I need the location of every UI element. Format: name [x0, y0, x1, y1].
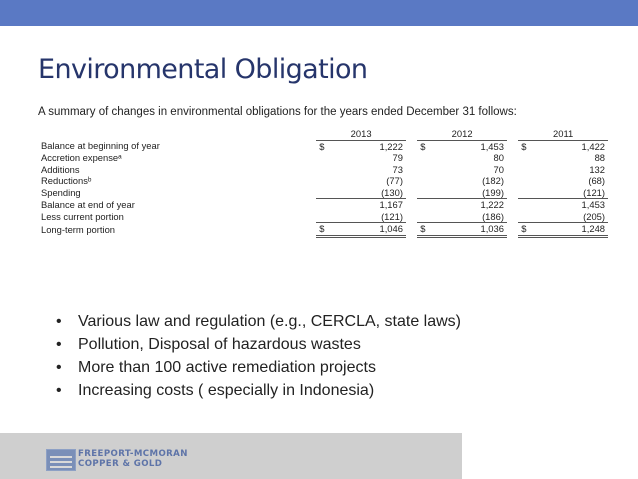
bullet-dot: • [56, 359, 62, 376]
table-header-row [38, 128, 608, 140]
cell-value: (121) [332, 211, 406, 223]
obligations-table [38, 128, 608, 238]
bullet-text: Pollution, Disposal of hazardous wastes [78, 336, 361, 353]
top-accent-bar [0, 0, 638, 26]
cell-value: 1,453 [581, 199, 605, 210]
cell-value: 88 [594, 152, 605, 163]
bullet-text: Increasing costs ( especially in Indonesia) [78, 382, 375, 399]
cell-value: (199) [433, 187, 507, 199]
cell-value: 70 [493, 163, 504, 175]
table-row [38, 187, 608, 199]
year-header: 2012 [417, 128, 507, 140]
cell-value: (186) [433, 211, 507, 223]
row-label: Less current portion [41, 210, 124, 222]
currency-symbol: $ [319, 140, 325, 152]
bullet-list [56, 310, 461, 402]
table-row [38, 211, 608, 223]
cell-value: 1,453 [480, 140, 504, 152]
bullet-dot: • [56, 313, 62, 330]
bullet-item [56, 379, 461, 402]
bullet-text: More than 100 active remediation projects [78, 359, 376, 376]
cell-value: (182) [482, 175, 504, 186]
logo-line-2: COPPER & GOLD [78, 459, 163, 469]
cell-value: 1,248 [534, 223, 608, 237]
year-header: 2013 [316, 128, 406, 140]
table-row [38, 152, 608, 164]
year-header: 2011 [518, 128, 608, 140]
currency-symbol: $ [316, 223, 331, 237]
cell-value: 80 [493, 152, 504, 163]
cell-value: 1,167 [379, 199, 403, 210]
cell-value: 1,046 [332, 223, 406, 237]
cell-value: 1,222 [379, 140, 403, 152]
cell-value: (130) [332, 187, 406, 199]
row-label: Long-term portion [41, 223, 115, 235]
currency-symbol: $ [518, 223, 533, 237]
row-label: Additions [41, 163, 80, 175]
bullet-item [56, 310, 461, 333]
currency-symbol: $ [417, 223, 432, 237]
row-label: Accretion expenseᵃ [41, 152, 122, 163]
table-intro-text: A summary of changes in environmental obligations for the years ended December 31 follows: [38, 106, 517, 118]
header-spacer [38, 128, 316, 140]
currency-symbol: $ [420, 140, 426, 152]
company-logo [46, 449, 196, 471]
cell-value: 1,036 [433, 223, 507, 237]
logo-text [78, 449, 188, 469]
cell-value: 1,222 [480, 199, 504, 210]
bullet-item [56, 333, 461, 356]
table-row [38, 223, 608, 237]
table-row [38, 199, 608, 211]
cell-value: (68) [588, 175, 605, 186]
cell-value: (77) [386, 175, 403, 186]
logo-mark-icon [46, 449, 76, 471]
bullet-dot: • [56, 336, 62, 353]
cell-value: 73 [392, 163, 403, 175]
cell-value: (205) [534, 211, 608, 223]
table-row [38, 164, 608, 176]
cell-value: 132 [589, 163, 605, 175]
row-label: Spending [41, 186, 81, 198]
bullet-text: Various law and regulation (e.g., CERCLA, state laws) [78, 313, 461, 330]
slide-title: Environmental Obligation [38, 54, 368, 85]
table-row [38, 140, 608, 152]
row-label: Balance at beginning of year [41, 140, 160, 152]
row-label: Reductionsᵇ [41, 175, 92, 186]
row-label: Balance at end of year [41, 198, 135, 210]
cell-value: (121) [534, 187, 608, 199]
bullet-item [56, 356, 461, 379]
cell-value: 79 [392, 152, 403, 163]
bullet-dot: • [56, 382, 62, 399]
table-row [38, 175, 608, 187]
cell-value: 1,422 [581, 140, 605, 152]
currency-symbol: $ [521, 140, 527, 152]
logo-line-1: FREEPORT-MCMORAN [78, 449, 188, 459]
